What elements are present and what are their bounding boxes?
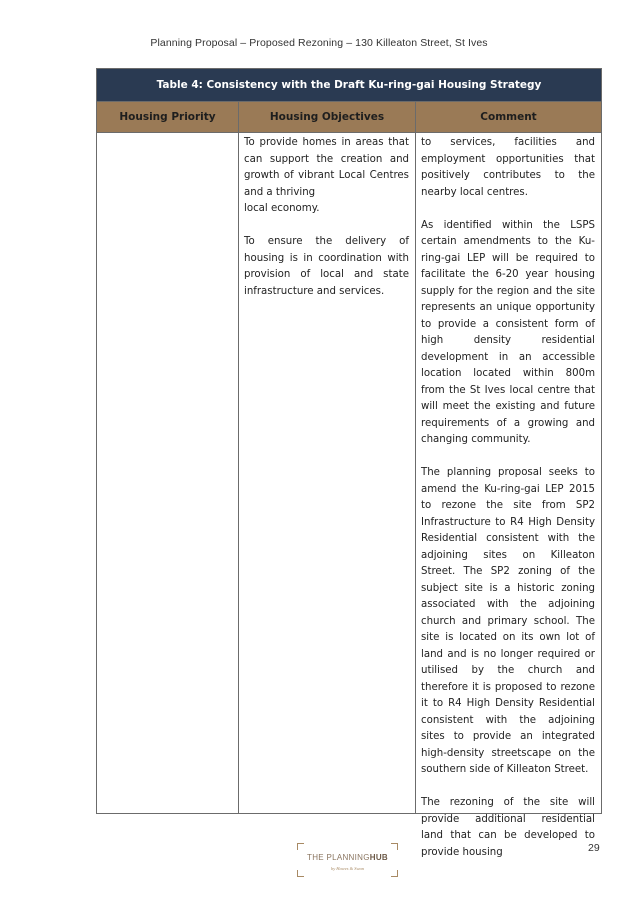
objective-paragraph-2: To ensure the delivery of housing is in coordination with provision of local and state infrastructure and services. [244, 236, 409, 297]
logo-wordmark-prefix: THE PLANNING [307, 853, 370, 862]
column-header-housing-objectives: Housing Objectives [239, 102, 416, 132]
logo-tagline: by Hawes & Swan [330, 866, 365, 871]
running-header: Planning Proposal – Proposed Rezoning – 130 Killeaton Street, St Ives [150, 37, 488, 49]
cell-housing-priority [97, 133, 239, 814]
logo-frame-corner [391, 843, 398, 850]
objective-paragraph-1: To provide homes in areas that can support the creation and growth of vibrant Local Centres and a thriving [244, 137, 409, 198]
comment-paragraph-2: As identified within the LSPS certain amendments to the Ku-ring-gai LEP will be required to facilitate the 6-20 year housing supply for the region and the site represents an unique opportunity to provide a consistent form of high density residential development in an accessible location located within 800m from the St Ives local centre that will meet the existing and future requirements of a growing and changing community. [421, 219, 595, 445]
comment-paragraph-1: to services, facilities and employment opportunities that positively contributes to the nearby local centres. [421, 137, 595, 198]
comment-paragraph-4: The rezoning of the site will provide additional residential land that can be developed to provide housing [421, 797, 595, 858]
logo-frame-corner [297, 843, 304, 850]
logo-frame-corner [297, 870, 304, 877]
page-number: 29 [588, 842, 600, 854]
column-header-housing-priority: Housing Priority [97, 102, 239, 132]
cell-housing-objectives [239, 133, 416, 814]
planning-hub-logo [297, 843, 398, 877]
table-title: Table 4: Consistency with the Draft Ku-ring-gai Housing Strategy [97, 69, 601, 102]
column-header-comment: Comment [480, 111, 537, 123]
logo-wordmark-suffix: HUB [369, 853, 388, 862]
logo-wordmark [297, 853, 398, 862]
table-header-row [97, 102, 601, 133]
objective-paragraph-1-end: local economy. [244, 203, 320, 214]
logo-frame-corner [391, 870, 398, 877]
comment-paragraph-3: The planning proposal seeks to amend the Ku-ring-gai LEP 2015 to rezone the site from SP2 Infrastructure to R4 High Density Residential consistent with the adjoining sites on Killeaton Street. The SP2 zoning of the subject site is a historic zoning associated with the adjoining church and primary school. The site is located on its own lot of land and is no longer required or utilised by the church and therefore it is proposed to rezone it to R4 High Density Residential consistent with the adjoining sites to provide an integrated high-density streetscape on the southern side of Killeaton Street. [421, 467, 595, 775]
